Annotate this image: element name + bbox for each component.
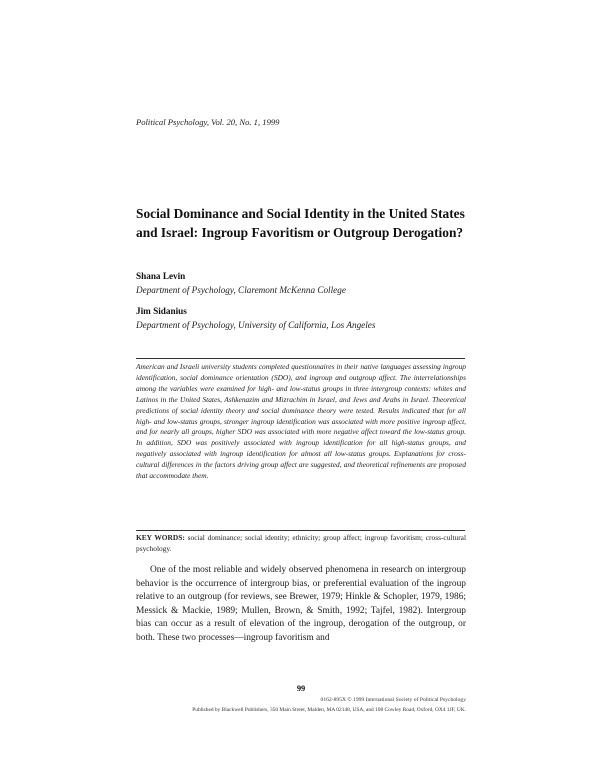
body-paragraph: One of the most reliable and widely observed phenomena in research on intergroup behavior is the occurrence of intergroup bias, or preferential evaluation of the ingroup relative to an outgroup (for reviews, see Brewer, 1979; Hinkle & Schopler, 1979, 1986; Messick & Mackie, 1989; Mullen, Brown, & Smith, 1992; Tajfel, 1982). Intergroup bias can occur as a result of elevation of the ingroup, derogation of the outgroup, or both. These two processes—ingroup favoritism and — [136, 565, 466, 643]
copyright-line: 0162-895X © 1999 International Society of Political Psychology — [320, 697, 466, 703]
author-affiliation: Department of Psychology, Claremont McKenna College — [136, 285, 346, 295]
author-affiliation: Department of Psychology, University of California, Los Angeles — [136, 320, 376, 330]
publisher-line: Published by Blackwell Publishers, 350 Main Street, Malden, MA 02148, USA, and 108 Cowley Road, Oxford, OX4 1JF, UK. — [192, 707, 466, 713]
abstract-bottom-rule — [136, 530, 465, 531]
abstract: American and Israeli university students completed questionnaires in their native languages assessing ingroup identification, social dominance orientation (SDO), and ingroup and outgroup affect. The interrelationships among the variables were examined for high- and low-status groups in three intergroup contexts: whites and Latinos in the United States, Ashkenazim and Mizrachim in Israel, and Jews and Arabs in Israel. Theoretical predictions of social identity theory and social dominance theory were tested. Results indicated that for all high- and low-status groups, stronger ingroup identification was associated with more positive ingroup affect, and for nearly all groups, higher SDO was associated with more negative affect toward the low-status group. In addition, SDO was positively associated with ingroup identification for all high-status groups, and negatively associated with ingroup identification for almost all low-status groups. Explanations for cross-cultural differences in the factors driving group affect are suggested, and theoretical refinements are proposed that accommodate them. — [136, 362, 466, 481]
abstract-top-rule — [136, 358, 465, 359]
author-name: Shana Levin — [136, 271, 186, 281]
author-name: Jim Sidanius — [136, 306, 187, 316]
page-number: 99 — [296, 684, 306, 693]
keywords — [136, 533, 466, 555]
article-title: Social Dominance and Social Identity in the United States and Israel: Ingroup Favoritism or Outgroup Derogation? — [136, 206, 465, 240]
keywords-list: social dominance; social identity; ethnicity; group affect; ingroup favoritism; cross-cultural psychology. — [136, 533, 466, 553]
keywords-label: KEY WORDS: — [136, 533, 185, 542]
journal-citation: Political Psychology, Vol. 20, No. 1, 1999 — [136, 117, 280, 127]
